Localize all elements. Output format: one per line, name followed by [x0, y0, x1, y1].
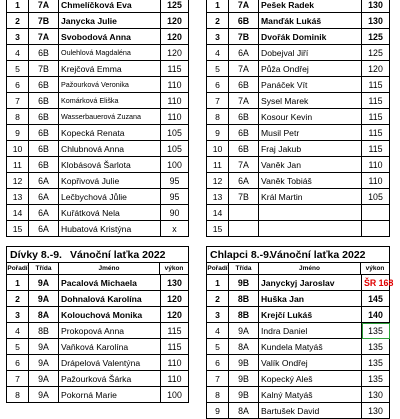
table-row [7, 339, 189, 355]
table-row [207, 141, 390, 157]
name-cell: Vaněk Jan [259, 157, 362, 173]
col-name: Jméno [59, 263, 160, 274]
table-row [7, 371, 189, 387]
name-cell: Bartušek David [259, 403, 362, 419]
class-cell: 6B [29, 109, 59, 125]
table-row [7, 45, 189, 61]
table-row [7, 61, 189, 77]
column-headers [206, 262, 390, 274]
result-cell: 135 [362, 323, 390, 339]
result-cell: 130 [362, 0, 390, 13]
rank-cell: 5 [207, 339, 229, 355]
results-table-body [207, 275, 394, 419]
result-cell: 115 [362, 141, 390, 157]
col-rank: Pořadí [207, 265, 228, 272]
rank-cell: 8 [7, 387, 29, 403]
class-cell: 6A [229, 173, 259, 189]
table-row [7, 141, 189, 157]
result-cell [362, 221, 390, 237]
table-row [7, 173, 189, 189]
class-cell: 9B [229, 355, 259, 371]
table-row [207, 291, 390, 307]
name-cell: Panáček Vít [259, 77, 362, 93]
name-cell: Chmelíčková Eva [59, 0, 161, 13]
class-cell: 9A [29, 275, 59, 291]
rank-cell: 10 [7, 141, 29, 157]
name-cell: Fraj Jakub [259, 141, 362, 157]
result-cell: 145 [362, 291, 390, 307]
table-row [207, 275, 390, 291]
table-row [7, 307, 189, 323]
name-cell: Lečbychová Jůlie [59, 189, 161, 205]
name-cell: Indra Daniel [259, 323, 362, 339]
class-cell: 7A [229, 93, 259, 109]
result-cell: 130 [362, 13, 390, 29]
name-cell: Chlubnová Anna [59, 141, 161, 157]
girls-8-9-results [6, 246, 189, 403]
class-cell: 9A [29, 339, 59, 355]
rank-cell: 6 [7, 355, 29, 371]
name-cell: Manďák Lukáš [259, 13, 362, 29]
col-name: Jméno [259, 263, 361, 274]
name-cell: Prokopová Anna [59, 323, 161, 339]
name-cell: Dvořák Dominik [259, 29, 362, 45]
result-cell: ŠR 168 [362, 275, 390, 291]
col-rank: Pořadí [7, 265, 28, 272]
rank-cell: 5 [7, 61, 29, 77]
event-title: Vánoční laťka 2022 [70, 248, 166, 261]
class-cell: 8A [229, 339, 259, 355]
table-row [7, 157, 189, 173]
table-row [207, 13, 390, 29]
result-cell: 115 [362, 93, 390, 109]
name-cell: Král Martin [259, 189, 362, 205]
class-cell: 6A [29, 189, 59, 205]
result-cell: 130 [362, 387, 390, 403]
class-cell: 6B [229, 141, 259, 157]
result-cell: 100 [161, 387, 189, 403]
table-row [207, 307, 390, 323]
result-cell: 115 [161, 61, 189, 77]
class-cell [229, 221, 259, 237]
table-row [7, 323, 189, 339]
rank-cell: 9 [7, 125, 29, 141]
name-cell: Janycka Julie [59, 13, 161, 29]
rank-cell: 5 [207, 61, 229, 77]
class-cell: 7B [229, 29, 259, 45]
rank-cell: 14 [207, 205, 229, 221]
rank-cell: 9 [207, 125, 229, 141]
class-cell: 9B [229, 275, 259, 291]
table-row [207, 61, 390, 77]
class-cell: 7A [29, 0, 59, 13]
name-cell: Sysel Marek [259, 93, 362, 109]
rank-cell: 4 [207, 45, 229, 61]
table-row [207, 29, 390, 45]
result-cell: 135 [362, 371, 390, 387]
girls-6-7-results [6, 0, 189, 237]
name-cell: Kundela Matyáš [259, 339, 362, 355]
table-row [207, 403, 390, 419]
name-cell: Drápelová Valentýna [59, 355, 161, 371]
rank-cell: 6 [7, 77, 29, 93]
table-row [7, 205, 189, 221]
name-cell: Komárková Eliška [59, 93, 161, 109]
results-table [206, 274, 394, 419]
name-cell: Wasserbauerová Zuzana [59, 109, 161, 125]
name-cell: Krejčí Lukáš [259, 307, 362, 323]
results-table [6, 274, 189, 403]
rank-cell: 15 [7, 221, 29, 237]
class-cell: 8B [229, 291, 259, 307]
result-cell: 105 [362, 189, 390, 205]
class-cell: 8B [29, 323, 59, 339]
rank-cell: 11 [207, 157, 229, 173]
category-title: Chlapci 8.-9. [210, 248, 272, 261]
rank-cell: 2 [207, 291, 229, 307]
rank-cell: 1 [207, 0, 229, 13]
name-cell: Huška Jan [259, 291, 362, 307]
col-result: výkon [164, 265, 184, 272]
rank-cell: 3 [207, 29, 229, 45]
col-result: výkon [365, 265, 385, 272]
class-cell: 6B [29, 77, 59, 93]
rank-cell: 13 [7, 189, 29, 205]
result-cell: 120 [161, 45, 189, 61]
rank-cell: 2 [7, 291, 29, 307]
rank-cell: 1 [7, 275, 29, 291]
result-cell: 110 [161, 93, 189, 109]
table-row [207, 339, 390, 355]
rank-cell: 8 [7, 109, 29, 125]
rank-cell: 11 [7, 157, 29, 173]
rank-cell: 7 [207, 93, 229, 109]
name-cell: Pokorná Marie [59, 387, 161, 403]
class-cell: 6B [229, 125, 259, 141]
class-cell: 6B [229, 77, 259, 93]
table-row [7, 77, 189, 93]
result-cell: 105 [161, 125, 189, 141]
rank-cell: 6 [207, 77, 229, 93]
name-cell: Dohnalová Karolína [59, 291, 161, 307]
rank-cell: 13 [207, 189, 229, 205]
result-cell: 115 [362, 77, 390, 93]
class-cell: 6B [229, 109, 259, 125]
name-cell: Pažourková Šárka [59, 371, 161, 387]
result-cell: 135 [362, 355, 390, 371]
name-cell: Kuřátková Nela [59, 205, 161, 221]
rank-cell: 15 [207, 221, 229, 237]
class-cell: 7A [229, 61, 259, 77]
class-cell: 6B [229, 13, 259, 29]
results-table-body [207, 0, 390, 237]
table-row [207, 77, 390, 93]
result-cell: 120 [362, 61, 390, 77]
col-class: Třída [229, 263, 259, 274]
rank-cell: 7 [207, 371, 229, 387]
table-header [206, 246, 390, 262]
result-cell: 110 [362, 157, 390, 173]
table-row [207, 125, 390, 141]
class-cell: 6B [29, 45, 59, 61]
table-row [7, 93, 189, 109]
class-cell: 6A [229, 45, 259, 61]
table-row [7, 13, 189, 29]
table-row [207, 93, 390, 109]
rank-cell: 2 [7, 13, 29, 29]
result-cell: 135 [362, 339, 390, 355]
class-cell: 8B [229, 307, 259, 323]
table-row [207, 157, 390, 173]
table-row [207, 205, 390, 221]
name-cell: Musil Petr [259, 125, 362, 141]
name-cell: Svobodová Anna [59, 29, 161, 45]
rank-cell: 8 [207, 387, 229, 403]
result-cell: 95 [161, 173, 189, 189]
boys-8-9-results [206, 246, 394, 419]
rank-cell: 1 [7, 0, 29, 13]
table-row [7, 29, 189, 45]
class-cell: 9A [29, 387, 59, 403]
table-row [207, 355, 390, 371]
rank-cell: 2 [207, 13, 229, 29]
table-row [7, 387, 189, 403]
result-cell: 125 [362, 45, 390, 61]
rank-cell: 3 [207, 307, 229, 323]
name-cell: Kopřivová Julie [59, 173, 161, 189]
result-cell [362, 205, 390, 221]
rank-cell: 12 [7, 173, 29, 189]
class-cell: 9B [229, 387, 259, 403]
rank-cell: 3 [7, 307, 29, 323]
name-cell: Pešek Radek [259, 0, 362, 13]
class-cell: 9A [29, 371, 59, 387]
table-row [207, 173, 390, 189]
results-table [206, 0, 390, 237]
name-cell [259, 205, 362, 221]
result-cell: 115 [161, 339, 189, 355]
class-cell: 7A [229, 157, 259, 173]
table-row [7, 221, 189, 237]
result-cell: 120 [161, 291, 189, 307]
table-row [207, 387, 390, 403]
rank-cell: 4 [7, 323, 29, 339]
rank-cell: 14 [7, 205, 29, 221]
name-cell: Hubatová Kristýna [59, 221, 161, 237]
table-row [207, 323, 390, 339]
result-cell: 100 [161, 157, 189, 173]
column-headers [6, 262, 189, 274]
rank-cell: 7 [7, 93, 29, 109]
class-cell: 9B [229, 371, 259, 387]
name-cell: Kopecká Renata [59, 125, 161, 141]
rank-cell: 3 [7, 29, 29, 45]
rank-cell: 9 [207, 403, 229, 419]
table-row [207, 371, 390, 387]
rank-cell: 1 [207, 275, 229, 291]
class-cell: 8A [29, 307, 59, 323]
class-cell: 8A [229, 403, 259, 419]
table-header [6, 246, 189, 262]
name-cell: Kolouchová Monika [59, 307, 161, 323]
table-row [207, 221, 390, 237]
table-row [207, 109, 390, 125]
class-cell: 7B [29, 13, 59, 29]
name-cell: Kopecký Aleš [259, 371, 362, 387]
col-class: Třída [29, 263, 59, 274]
event-title: Vánoční laťka 2022 [270, 248, 366, 261]
result-cell: 110 [362, 173, 390, 189]
rank-cell: 7 [7, 371, 29, 387]
class-cell: 6B [29, 141, 59, 157]
table-row [207, 189, 390, 205]
table-row [207, 0, 390, 13]
name-cell: Dobejval Jiří [259, 45, 362, 61]
class-cell: 9A [29, 355, 59, 371]
results-table-body [7, 275, 189, 403]
name-cell: Klobásová Šarlota [59, 157, 161, 173]
result-cell: 115 [161, 323, 189, 339]
name-cell: Krejčová Emma [59, 61, 161, 77]
class-cell: 6B [29, 157, 59, 173]
class-cell: 7B [229, 189, 259, 205]
class-cell: 7A [29, 29, 59, 45]
rank-cell: 5 [7, 339, 29, 355]
result-cell: 110 [161, 355, 189, 371]
table-row [7, 125, 189, 141]
table-row [7, 0, 189, 13]
name-cell [259, 221, 362, 237]
result-cell: 125 [362, 29, 390, 45]
name-cell: Pacalová Michaela [59, 275, 161, 291]
class-cell: 9A [29, 291, 59, 307]
class-cell: 7A [229, 0, 259, 13]
result-cell: 115 [362, 109, 390, 125]
class-cell: 7B [29, 61, 59, 77]
table-row [7, 355, 189, 371]
rank-cell: 4 [7, 45, 29, 61]
table-row [7, 291, 189, 307]
class-cell: 6A [29, 173, 59, 189]
class-cell: 6A [29, 205, 59, 221]
result-cell: 130 [161, 275, 189, 291]
rank-cell: 10 [207, 141, 229, 157]
result-cell: 90 [161, 205, 189, 221]
rank-cell: 8 [207, 109, 229, 125]
class-cell: 6A [29, 221, 59, 237]
result-cell: 125 [161, 0, 189, 13]
table-row [7, 189, 189, 205]
result-cell: 120 [161, 29, 189, 45]
class-cell: 6B [29, 125, 59, 141]
result-cell: x [161, 221, 189, 237]
result-cell: 130 [362, 403, 390, 419]
result-cell: 120 [161, 307, 189, 323]
name-cell: Kalný Matyáš [259, 387, 362, 403]
result-cell: 105 [161, 141, 189, 157]
result-cell: 110 [161, 109, 189, 125]
name-cell: Janyckyj Jaroslav [259, 275, 362, 291]
table-row [7, 109, 189, 125]
results-table-body [7, 0, 189, 237]
name-cell: Půža Ondřej [259, 61, 362, 77]
name-cell: Valík Ondřej [259, 355, 362, 371]
results-table [6, 0, 189, 237]
result-cell: 110 [161, 77, 189, 93]
result-cell: 120 [161, 13, 189, 29]
name-cell: Kosour Kevin [259, 109, 362, 125]
result-cell: 110 [161, 371, 189, 387]
rank-cell: 4 [207, 323, 229, 339]
class-cell: 9A [229, 323, 259, 339]
result-cell: 115 [362, 125, 390, 141]
name-cell: Oulehlová Magdaléna [59, 45, 161, 61]
name-cell: Pažourková Veronika [59, 77, 161, 93]
class-cell: 6B [29, 93, 59, 109]
category-title: Dívky 8.-9. [10, 248, 62, 261]
class-cell [229, 205, 259, 221]
result-cell: 95 [161, 189, 189, 205]
boys-6-7-results [206, 0, 390, 237]
table-row [7, 275, 189, 291]
name-cell: Vaněk Tobiáš [259, 173, 362, 189]
name-cell: Vaňková Karolína [59, 339, 161, 355]
result-cell: 140 [362, 307, 390, 323]
rank-cell: 12 [207, 173, 229, 189]
table-row [207, 45, 390, 61]
rank-cell: 6 [207, 355, 229, 371]
